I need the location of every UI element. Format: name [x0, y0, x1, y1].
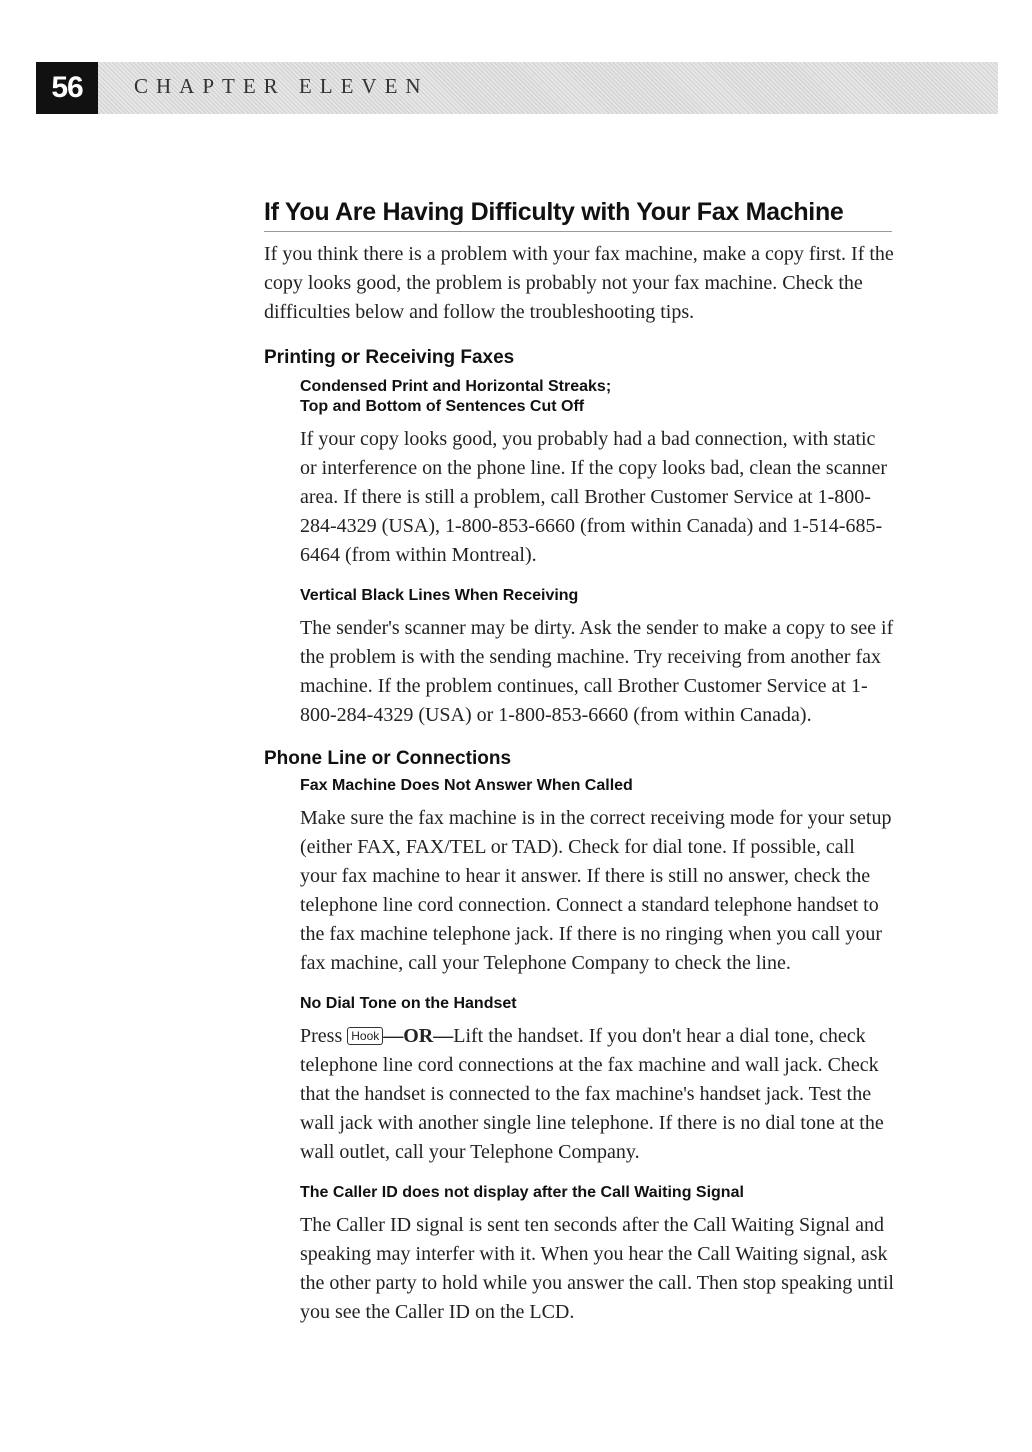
subsection-heading: The Caller ID does not display after the Call Waiting Signal	[300, 1184, 744, 1201]
subsection-caller-id	[300, 1183, 894, 1327]
subsection-body: If your copy looks good, you probably had a bad connection, with static or interference on the phone line. If the copy looks bad, clean the scanner area. If there is still a problem, call Brother Customer Service at 1-800-284-4329 (USA), 1-800-853-6660 (from within Canada) and 1-514-685-6464 (from within Montreal).	[300, 428, 887, 566]
page-number: 56	[36, 62, 98, 114]
subsection-heading-line1: Condensed Print and Horizontal Streaks;	[300, 378, 612, 395]
subsection-body: The sender's scanner may be dirty. Ask the sender to make a copy to see if the problem is with the sending machine. Try receiving from another fax machine. If the problem continues, call Brother Customer Service at 1-800-284-4329 (USA) or 1-800-853-6660 (from within Canada).	[300, 617, 894, 726]
subsection-heading: Vertical Black Lines When Receiving	[300, 587, 579, 604]
subsection-heading: Fax Machine Does Not Answer When Called	[300, 777, 633, 794]
subsection-condensed-print	[300, 377, 894, 570]
section-heading-printing: Printing or Receiving Faxes	[264, 347, 515, 368]
hook-key-icon: Hook	[347, 1027, 383, 1045]
subsection-no-answer	[300, 776, 894, 978]
or-text: —OR—	[383, 1025, 454, 1047]
subsection-vertical-lines	[300, 586, 894, 730]
chapter-label: CHAPTER ELEVEN	[134, 74, 429, 98]
no-dial-tone-body: Lift the handset. If you don't hear a dial tone, check telephone line cord connections at the fax machine and wall jack. Check that the handset is connected to the fax machine's handset jack. Test the wall jack with another single line telephone. If there is no dial tone at the wall outlet, call your Telephone Company.	[300, 1025, 884, 1163]
subsection-no-dial-tone	[300, 994, 894, 1167]
page-title: If You Are Having Difficulty with Your Fax Machine	[264, 198, 892, 232]
press-text: Press	[300, 1025, 343, 1047]
subsection-heading: No Dial Tone on the Handset	[300, 995, 517, 1012]
section-heading-phone-line: Phone Line or Connections	[264, 748, 512, 769]
subsection-body: Make sure the fax machine is in the correct receiving mode for your setup (either FAX, FAX/TEL or TAD). Check for dial tone. If possible, call your fax machine to hear it answer. If there is still no answer, check the telephone line cord connection. Connect a standard telephone handset to the fax machine telephone jack. If there is no ringing when you call your fax machine, call your Telephone Company to check the line.	[300, 807, 892, 974]
intro-paragraph: If you think there is a problem with your fax machine, make a copy first. If the copy looks good, the problem is probably not your fax machine. Check the difficulties below and follow the troubleshooting tips.	[264, 243, 894, 323]
subsection-body: The Caller ID signal is sent ten seconds after the Call Waiting Signal and speaking may interfer with it. When you hear the Call Waiting signal, ask the other party to hold while you answer the call. Then stop speaking until you see the Caller ID on the LCD.	[300, 1214, 894, 1323]
subsection-body	[300, 1022, 894, 1167]
subsection-heading-line2: Top and Bottom of Sentences Cut Off	[300, 398, 585, 415]
page-content	[264, 198, 894, 1327]
